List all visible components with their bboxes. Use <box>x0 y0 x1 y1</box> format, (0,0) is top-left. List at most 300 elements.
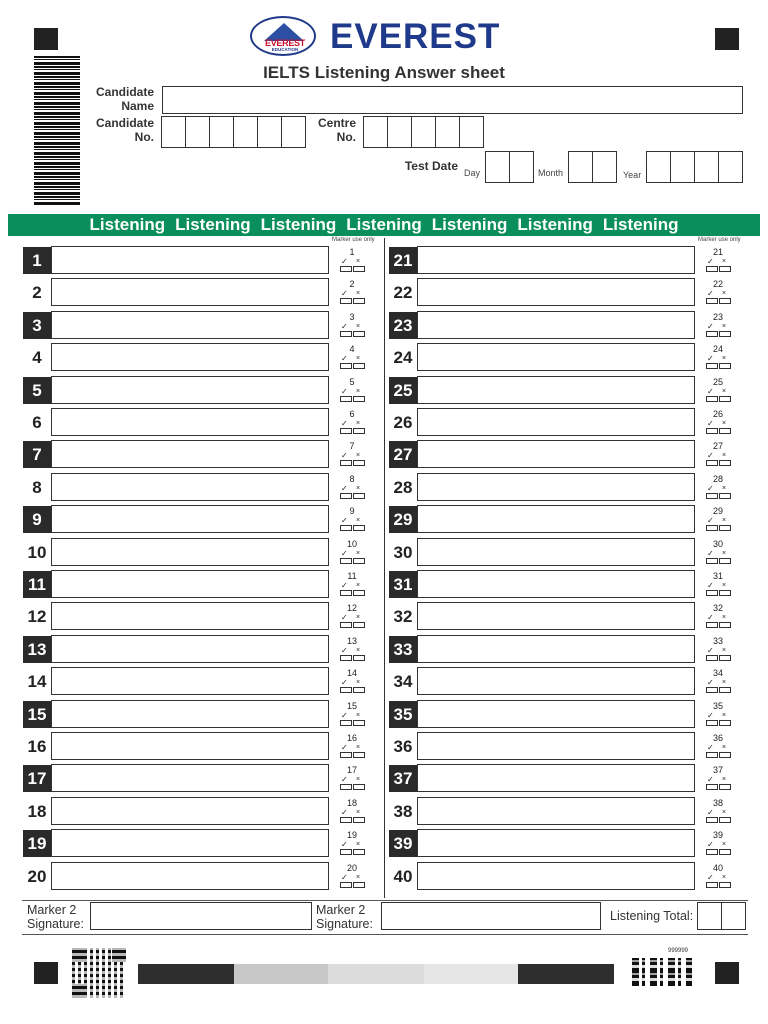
cross-icon: × <box>356 809 361 816</box>
tick-icon: ✓ <box>707 808 714 817</box>
marker-box[interactable] <box>703 313 733 341</box>
answer-field[interactable] <box>51 732 329 760</box>
correct-checkbox[interactable] <box>706 849 718 855</box>
answer-field[interactable] <box>417 376 695 404</box>
marker-box[interactable] <box>337 637 367 665</box>
answer-field[interactable] <box>51 376 329 404</box>
listening-total-field[interactable] <box>697 902 745 930</box>
question-number: 28 <box>393 478 413 497</box>
tick-icon: ✓ <box>341 289 348 298</box>
correct-checkbox[interactable] <box>706 720 718 726</box>
cross-icon: × <box>356 614 361 621</box>
answer-field[interactable] <box>417 278 695 306</box>
year-digit[interactable] <box>694 151 719 183</box>
incorrect-checkbox[interactable] <box>719 784 731 790</box>
incorrect-checkbox[interactable] <box>353 687 365 693</box>
centre-number-digit[interactable] <box>363 116 388 148</box>
year-label: Year <box>623 170 642 180</box>
incorrect-checkbox[interactable] <box>719 622 731 628</box>
answer-field[interactable] <box>417 602 695 630</box>
marker-box[interactable] <box>703 280 733 308</box>
correct-checkbox[interactable] <box>706 428 718 434</box>
incorrect-checkbox[interactable] <box>719 396 731 402</box>
answer-field[interactable] <box>417 570 695 598</box>
marker2-signature-field[interactable] <box>90 902 312 930</box>
tick-icon: ✓ <box>707 257 714 266</box>
centre-number-digit[interactable] <box>387 116 412 148</box>
question-number: 37 <box>389 765 417 792</box>
band-label: Listening <box>431 215 508 234</box>
marker-number: 9 <box>349 506 355 516</box>
question-number: 13 <box>23 636 51 663</box>
marker-number: 38 <box>712 798 723 808</box>
tick-icon: ✓ <box>707 581 714 590</box>
year-digit[interactable] <box>646 151 671 183</box>
correct-checkbox[interactable] <box>340 298 352 304</box>
total-digit[interactable] <box>697 902 722 930</box>
incorrect-checkbox[interactable] <box>353 752 365 758</box>
answer-field[interactable] <box>51 862 329 890</box>
cross-icon: × <box>722 388 727 395</box>
candidate-number-digit[interactable] <box>233 116 258 148</box>
answer-field[interactable] <box>417 505 695 533</box>
registration-mark-bottom-left <box>34 962 58 984</box>
marker-box[interactable] <box>337 280 367 308</box>
year-digit[interactable] <box>670 151 695 183</box>
logo-emblem <box>250 16 316 56</box>
answer-field[interactable] <box>51 408 329 436</box>
incorrect-checkbox[interactable] <box>719 720 731 726</box>
answer-field[interactable] <box>51 764 329 792</box>
tick-icon: ✓ <box>341 808 348 817</box>
answer-field[interactable] <box>417 343 695 371</box>
tick-icon: ✓ <box>707 646 714 655</box>
marker-box[interactable] <box>703 604 733 632</box>
candidate-name-label: Candidate Name <box>95 85 154 113</box>
question-number: 18 <box>27 802 47 821</box>
month-field[interactable] <box>568 151 616 183</box>
incorrect-checkbox[interactable] <box>719 298 731 304</box>
incorrect-checkbox[interactable] <box>353 363 365 369</box>
marker-box[interactable] <box>337 248 367 276</box>
cross-icon: × <box>722 420 727 427</box>
tick-icon: ✓ <box>707 840 714 849</box>
correct-checkbox[interactable] <box>706 363 718 369</box>
marker-box[interactable] <box>703 831 733 859</box>
correct-checkbox[interactable] <box>706 525 718 531</box>
cross-icon: × <box>356 388 361 395</box>
marker-box[interactable] <box>337 702 367 730</box>
correct-checkbox[interactable] <box>706 298 718 304</box>
incorrect-checkbox[interactable] <box>719 849 731 855</box>
marker-box[interactable] <box>703 702 733 730</box>
correct-checkbox[interactable] <box>706 493 718 499</box>
answer-field[interactable] <box>417 764 695 792</box>
marker-box[interactable] <box>337 378 367 406</box>
day-label: Day <box>464 168 481 178</box>
timing-strip-dark <box>138 964 234 984</box>
tick-icon: ✓ <box>341 484 348 493</box>
correct-checkbox[interactable] <box>340 720 352 726</box>
day-field[interactable] <box>485 151 533 183</box>
answer-field[interactable] <box>417 829 695 857</box>
question-number: 17 <box>23 765 51 792</box>
cross-icon: × <box>356 744 361 751</box>
question-number: 14 <box>27 672 47 691</box>
correct-checkbox[interactable] <box>706 460 718 466</box>
marker-number: 32 <box>712 603 723 613</box>
tick-icon: ✓ <box>341 613 348 622</box>
correct-checkbox[interactable] <box>706 266 718 272</box>
incorrect-checkbox[interactable] <box>719 363 731 369</box>
cross-icon: × <box>722 647 727 654</box>
answer-field[interactable] <box>417 538 695 566</box>
marker-number: 7 <box>349 441 355 451</box>
incorrect-checkbox[interactable] <box>353 882 365 888</box>
marker-number: 26 <box>712 409 723 419</box>
correct-checkbox[interactable] <box>340 558 352 564</box>
correct-checkbox[interactable] <box>340 460 352 466</box>
question-number: 24 <box>393 348 413 367</box>
marker-box[interactable] <box>337 410 367 438</box>
incorrect-checkbox[interactable] <box>719 493 731 499</box>
cross-icon: × <box>722 485 727 492</box>
correct-checkbox[interactable] <box>706 784 718 790</box>
centre-number-digit[interactable] <box>459 116 484 148</box>
marker-box[interactable] <box>703 864 733 892</box>
marker-number: 14 <box>346 668 357 678</box>
candidate-number-digit[interactable] <box>185 116 210 148</box>
marker-box[interactable] <box>703 410 733 438</box>
correct-checkbox[interactable] <box>340 525 352 531</box>
candidate-name-field[interactable] <box>162 86 743 114</box>
correct-checkbox[interactable] <box>340 493 352 499</box>
marker-number: 10 <box>346 539 357 549</box>
incorrect-checkbox[interactable] <box>353 428 365 434</box>
correct-checkbox[interactable] <box>706 655 718 661</box>
marker-box[interactable] <box>337 669 367 697</box>
marker-box[interactable] <box>337 442 367 470</box>
answer-field[interactable] <box>51 505 329 533</box>
correct-checkbox[interactable] <box>340 428 352 434</box>
tick-icon: ✓ <box>707 775 714 784</box>
incorrect-checkbox[interactable] <box>353 331 365 337</box>
marker-box[interactable] <box>337 313 367 341</box>
answer-field[interactable] <box>417 732 695 760</box>
answer-field[interactable] <box>51 667 329 695</box>
incorrect-checkbox[interactable] <box>353 396 365 402</box>
correct-checkbox[interactable] <box>340 882 352 888</box>
marker-box[interactable] <box>337 604 367 632</box>
correct-checkbox[interactable] <box>706 687 718 693</box>
correct-checkbox[interactable] <box>340 396 352 402</box>
question-number: 16 <box>27 737 47 756</box>
tick-icon: ✓ <box>341 516 348 525</box>
marker-number: 11 <box>347 571 357 581</box>
incorrect-checkbox[interactable] <box>353 784 365 790</box>
answer-field[interactable] <box>51 538 329 566</box>
question-number: 10 <box>27 543 47 562</box>
marker-number: 30 <box>712 539 723 549</box>
candidate-number-digit[interactable] <box>209 116 234 148</box>
incorrect-checkbox[interactable] <box>353 590 365 596</box>
correct-checkbox[interactable] <box>340 266 352 272</box>
marker-box[interactable] <box>703 637 733 665</box>
marker-box[interactable] <box>703 345 733 373</box>
marker-number: 25 <box>712 377 723 387</box>
marker-box[interactable] <box>703 734 733 762</box>
cross-icon: × <box>356 517 361 524</box>
correct-checkbox[interactable] <box>340 655 352 661</box>
marker2-signature-label: Marker 2 Signature: <box>27 903 84 931</box>
brand-name: EVEREST <box>330 17 501 56</box>
correct-checkbox[interactable] <box>340 363 352 369</box>
incorrect-checkbox[interactable] <box>353 266 365 272</box>
cross-icon: × <box>356 452 361 459</box>
question-number: 19 <box>23 830 51 857</box>
everest-logo <box>250 16 520 58</box>
correct-checkbox[interactable] <box>706 817 718 823</box>
marker-number: 17 <box>346 765 357 775</box>
answer-field[interactable] <box>51 700 329 728</box>
answer-field[interactable] <box>417 311 695 339</box>
answer-field[interactable] <box>51 473 329 501</box>
question-number: 39 <box>389 830 417 857</box>
total-digit[interactable] <box>721 902 746 930</box>
question-number: 20 <box>27 867 47 886</box>
cross-icon: × <box>356 485 361 492</box>
question-number: 9 <box>23 506 51 533</box>
answer-field[interactable] <box>51 570 329 598</box>
question-number: 3 <box>23 312 51 339</box>
answer-field[interactable] <box>417 700 695 728</box>
correct-checkbox[interactable] <box>340 849 352 855</box>
tick-icon: ✓ <box>341 646 348 655</box>
cross-icon: × <box>722 679 727 686</box>
correct-checkbox[interactable] <box>340 687 352 693</box>
correct-checkbox[interactable] <box>340 752 352 758</box>
question-number: 26 <box>393 413 413 432</box>
marker-box[interactable] <box>703 799 733 827</box>
question-number: 25 <box>389 377 417 404</box>
centre-number-label: Centre No. <box>317 116 356 144</box>
marker-box[interactable] <box>703 378 733 406</box>
cross-icon: × <box>356 582 361 589</box>
tick-icon: ✓ <box>341 873 348 882</box>
cross-icon: × <box>356 874 361 881</box>
cross-icon: × <box>722 290 727 297</box>
answer-field[interactable] <box>51 440 329 468</box>
correct-checkbox[interactable] <box>706 752 718 758</box>
month-digit[interactable] <box>592 151 617 183</box>
tick-icon: ✓ <box>707 322 714 331</box>
cross-icon: × <box>722 517 727 524</box>
tick-icon: ✓ <box>341 549 348 558</box>
question-number: 31 <box>389 571 417 598</box>
marker-number: 34 <box>712 668 723 678</box>
marker-box[interactable] <box>337 475 367 503</box>
correct-checkbox[interactable] <box>706 558 718 564</box>
marker-number: 2 <box>349 279 355 289</box>
incorrect-checkbox[interactable] <box>719 558 731 564</box>
incorrect-checkbox[interactable] <box>353 849 365 855</box>
answer-field[interactable] <box>51 246 329 274</box>
marker-box[interactable] <box>337 734 367 762</box>
incorrect-checkbox[interactable] <box>719 882 731 888</box>
question-number: 40 <box>393 867 413 886</box>
incorrect-checkbox[interactable] <box>353 817 365 823</box>
marker-number: 37 <box>712 765 723 775</box>
marker-number: 31 <box>712 571 723 581</box>
year-digit[interactable] <box>718 151 743 183</box>
incorrect-checkbox[interactable] <box>719 428 731 434</box>
answer-field[interactable] <box>51 797 329 825</box>
incorrect-checkbox[interactable] <box>719 525 731 531</box>
correct-checkbox[interactable] <box>340 817 352 823</box>
marker-box[interactable] <box>703 766 733 794</box>
answer-field[interactable] <box>417 797 695 825</box>
marker-number: 23 <box>712 312 723 322</box>
answer-field[interactable] <box>417 246 695 274</box>
marker-box[interactable] <box>337 766 367 794</box>
listening-total-label: Listening Total: <box>610 909 694 923</box>
day-digit[interactable] <box>509 151 534 183</box>
marker-number: 33 <box>712 636 723 646</box>
question-number: 34 <box>393 672 413 691</box>
day-digit[interactable] <box>485 151 510 183</box>
incorrect-checkbox[interactable] <box>353 525 365 531</box>
test-date-label: Test Date <box>404 159 458 173</box>
marker-box[interactable] <box>703 572 733 600</box>
tick-icon: ✓ <box>341 419 348 428</box>
incorrect-checkbox[interactable] <box>719 752 731 758</box>
incorrect-checkbox[interactable] <box>719 590 731 596</box>
marker-number: 3 <box>349 312 355 322</box>
tick-icon: ✓ <box>707 419 714 428</box>
question-number: 12 <box>27 607 47 626</box>
marker-box[interactable] <box>337 540 367 568</box>
marker-box[interactable] <box>703 475 733 503</box>
sheet-title: IELTS Listening Answer sheet <box>263 63 505 82</box>
cross-icon: × <box>356 323 361 330</box>
incorrect-checkbox[interactable] <box>353 720 365 726</box>
marker-box[interactable] <box>337 799 367 827</box>
question-number: 36 <box>393 737 413 756</box>
marker-box[interactable] <box>703 442 733 470</box>
answer-field[interactable] <box>417 667 695 695</box>
candidate-number-digit[interactable] <box>161 116 186 148</box>
marker2b-signature-label: Marker 2 Signature: <box>316 903 373 931</box>
month-digit[interactable] <box>568 151 593 183</box>
qr-code-pattern <box>72 948 126 998</box>
incorrect-checkbox[interactable] <box>353 655 365 661</box>
cross-icon: × <box>356 776 361 783</box>
marker-note-right: Marker use only <box>698 237 741 243</box>
incorrect-checkbox[interactable] <box>719 655 731 661</box>
tick-icon: ✓ <box>341 257 348 266</box>
answer-field[interactable] <box>51 602 329 630</box>
marker-number: 39 <box>712 830 723 840</box>
correct-checkbox[interactable] <box>340 590 352 596</box>
centre-number-digit[interactable] <box>411 116 436 148</box>
answer-field[interactable] <box>51 343 329 371</box>
answer-field[interactable] <box>417 473 695 501</box>
tick-icon: ✓ <box>341 775 348 784</box>
incorrect-checkbox[interactable] <box>719 687 731 693</box>
marker-box[interactable] <box>703 669 733 697</box>
cross-icon: × <box>722 841 727 848</box>
incorrect-checkbox[interactable] <box>353 558 365 564</box>
registration-mark-bottom-right <box>715 962 739 984</box>
correct-checkbox[interactable] <box>706 590 718 596</box>
incorrect-checkbox[interactable] <box>719 460 731 466</box>
correct-checkbox[interactable] <box>340 784 352 790</box>
correct-checkbox[interactable] <box>340 331 352 337</box>
incorrect-checkbox[interactable] <box>719 817 731 823</box>
correct-checkbox[interactable] <box>706 882 718 888</box>
registration-mark-top-right <box>715 28 739 50</box>
incorrect-checkbox[interactable] <box>353 493 365 499</box>
answer-field[interactable] <box>417 408 695 436</box>
tick-icon: ✓ <box>707 387 714 396</box>
marker-box[interactable] <box>337 831 367 859</box>
tick-icon: ✓ <box>341 743 348 752</box>
marker-box[interactable] <box>703 540 733 568</box>
tick-icon: ✓ <box>707 451 714 460</box>
marker-box[interactable] <box>337 572 367 600</box>
marker-number: 16 <box>346 733 357 743</box>
incorrect-checkbox[interactable] <box>719 331 731 337</box>
correct-checkbox[interactable] <box>340 622 352 628</box>
candidate-number-field[interactable] <box>161 116 305 148</box>
marker2b-signature-field[interactable] <box>381 902 601 930</box>
tick-icon: ✓ <box>707 549 714 558</box>
question-number: 8 <box>32 478 42 497</box>
answer-field[interactable] <box>51 829 329 857</box>
incorrect-checkbox[interactable] <box>353 622 365 628</box>
cross-icon: × <box>722 323 727 330</box>
month-label: Month <box>538 168 564 178</box>
year-field[interactable] <box>646 151 742 183</box>
correct-checkbox[interactable] <box>706 622 718 628</box>
correct-checkbox[interactable] <box>706 396 718 402</box>
marker-box[interactable] <box>337 345 367 373</box>
question-number: 21 <box>389 247 417 274</box>
centre-number-field[interactable] <box>363 116 483 148</box>
answer-field[interactable] <box>51 311 329 339</box>
cross-icon: × <box>722 874 727 881</box>
answer-field[interactable] <box>51 635 329 663</box>
answer-field[interactable] <box>51 278 329 306</box>
incorrect-checkbox[interactable] <box>353 298 365 304</box>
marker-box[interactable] <box>337 507 367 535</box>
marker-box[interactable] <box>337 864 367 892</box>
marker-box[interactable] <box>703 248 733 276</box>
incorrect-checkbox[interactable] <box>719 266 731 272</box>
band-label: Listening <box>89 215 166 234</box>
marker-box[interactable] <box>703 507 733 535</box>
candidate-number-digit[interactable] <box>257 116 282 148</box>
answer-field[interactable] <box>417 862 695 890</box>
incorrect-checkbox[interactable] <box>353 460 365 466</box>
marker-number: 1 <box>349 247 355 257</box>
answer-field[interactable] <box>417 635 695 663</box>
cross-icon: × <box>722 712 727 719</box>
question-number: 7 <box>23 441 51 468</box>
correct-checkbox[interactable] <box>706 331 718 337</box>
answer-field[interactable] <box>417 440 695 468</box>
centre-number-digit[interactable] <box>435 116 460 148</box>
